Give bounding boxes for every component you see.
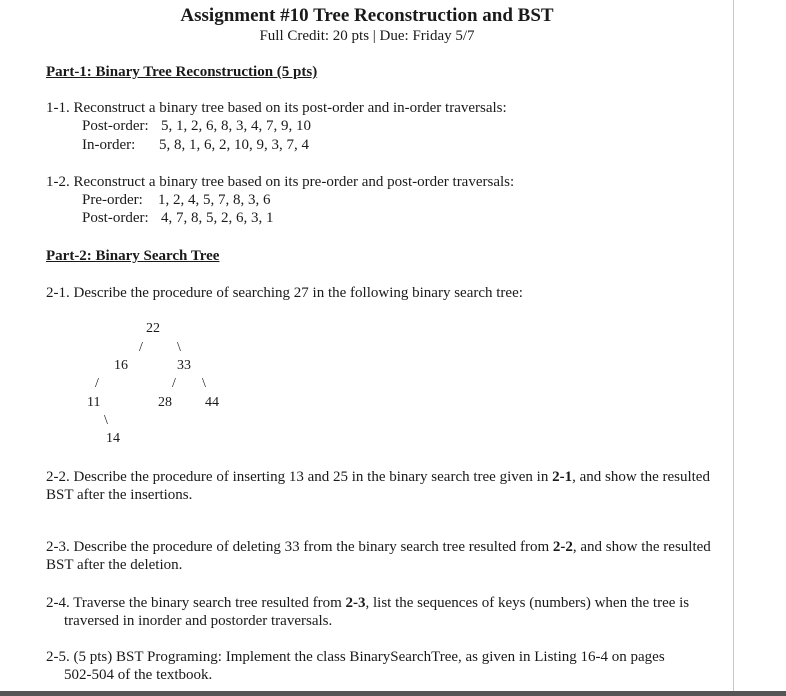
tree-node-33: 33 (177, 358, 191, 373)
tree-node-28: 28 (158, 395, 172, 410)
part2-heading: Part-2: Binary Search Tree (46, 248, 220, 264)
tree-node-22: 22 (146, 321, 160, 336)
tree-node-44: 44 (205, 395, 219, 410)
q2-3-text-end: , and show the resulted BST after the deletion. (46, 539, 711, 573)
tree-node-14: 14 (106, 431, 120, 446)
q1-1-postorder-values: 5, 1, 2, 6, 8, 3, 4, 7, 9, 10 (161, 118, 311, 134)
q2-4-text (46, 594, 690, 630)
tree-edge-11-14: \ (104, 413, 108, 428)
tree-node-16: 16 (114, 358, 128, 373)
q1-2-postorder-values: 4, 7, 8, 5, 2, 6, 3, 1 (161, 210, 274, 226)
q1-1-prompt: 1-1. Reconstruct a binary tree based on its post-order and in-order traversals: (46, 100, 507, 116)
q2-5-text: 2-5. (5 pts) BST Programing: Implement the class BinarySearchTree, as given in Listing 16-4 on pages 502-504 of the textbook. (46, 649, 665, 683)
page-title: Assignment #10 Tree Reconstruction and BST (180, 5, 554, 26)
q2-2-text (46, 468, 726, 504)
bottom-border (0, 691, 786, 696)
tree-edge-16-11: / (95, 376, 99, 391)
q2-3-ref: 2-2 (552, 539, 573, 555)
q2-3-text-start: 2-3. Describe the procedure of deleting 33 from the binary search tree resulted from (46, 539, 553, 555)
q2-4-text-end: , list the sequences of keys (numbers) when the tree is traversed in inorder and postorder traversals. (64, 595, 690, 629)
q2-4-text-start: 2-4. Traverse the binary search tree resulted from (46, 595, 346, 611)
q1-2-postorder-label: Post-order: (82, 210, 149, 226)
q2-3-text (46, 538, 726, 574)
q1-2-preorder-values: 1, 2, 4, 5, 7, 8, 3, 6 (158, 192, 271, 208)
tree-edge-22-16: / (139, 340, 143, 355)
q2-2-text-start: 2-2. Describe the procedure of inserting 13 and 25 in the binary search tree given in (46, 469, 553, 485)
q1-2-preorder-label: Pre-order: (82, 192, 143, 208)
part1-heading: Part-1: Binary Tree Reconstruction (5 pts) (46, 64, 318, 80)
q2-2-ref: 2-1 (552, 469, 573, 485)
page-subtitle: Full Credit: 20 pts | Due: Friday 5/7 (259, 28, 475, 44)
q1-1-inorder-label: In-order: (82, 137, 136, 153)
q1-1-postorder-label: Post-order: (82, 118, 149, 134)
tree-node-11: 11 (87, 395, 101, 410)
q2-4-ref: 2-3 (345, 595, 366, 611)
tree-edge-22-33: \ (177, 340, 181, 355)
tree-edge-33-28: / (172, 376, 176, 391)
tree-edge-33-44: \ (202, 376, 206, 391)
q2-2-text-end: , and show the resulted BST after the insertions. (46, 469, 710, 503)
page-edge-divider (733, 0, 734, 696)
q1-1-inorder-values: 5, 8, 1, 6, 2, 10, 9, 3, 7, 4 (159, 137, 309, 153)
q1-2-prompt: 1-2. Reconstruct a binary tree based on its pre-order and post-order traversals: (46, 174, 515, 190)
q2-1-prompt: 2-1. Describe the procedure of searching 27 in the following binary search tree: (46, 285, 523, 301)
